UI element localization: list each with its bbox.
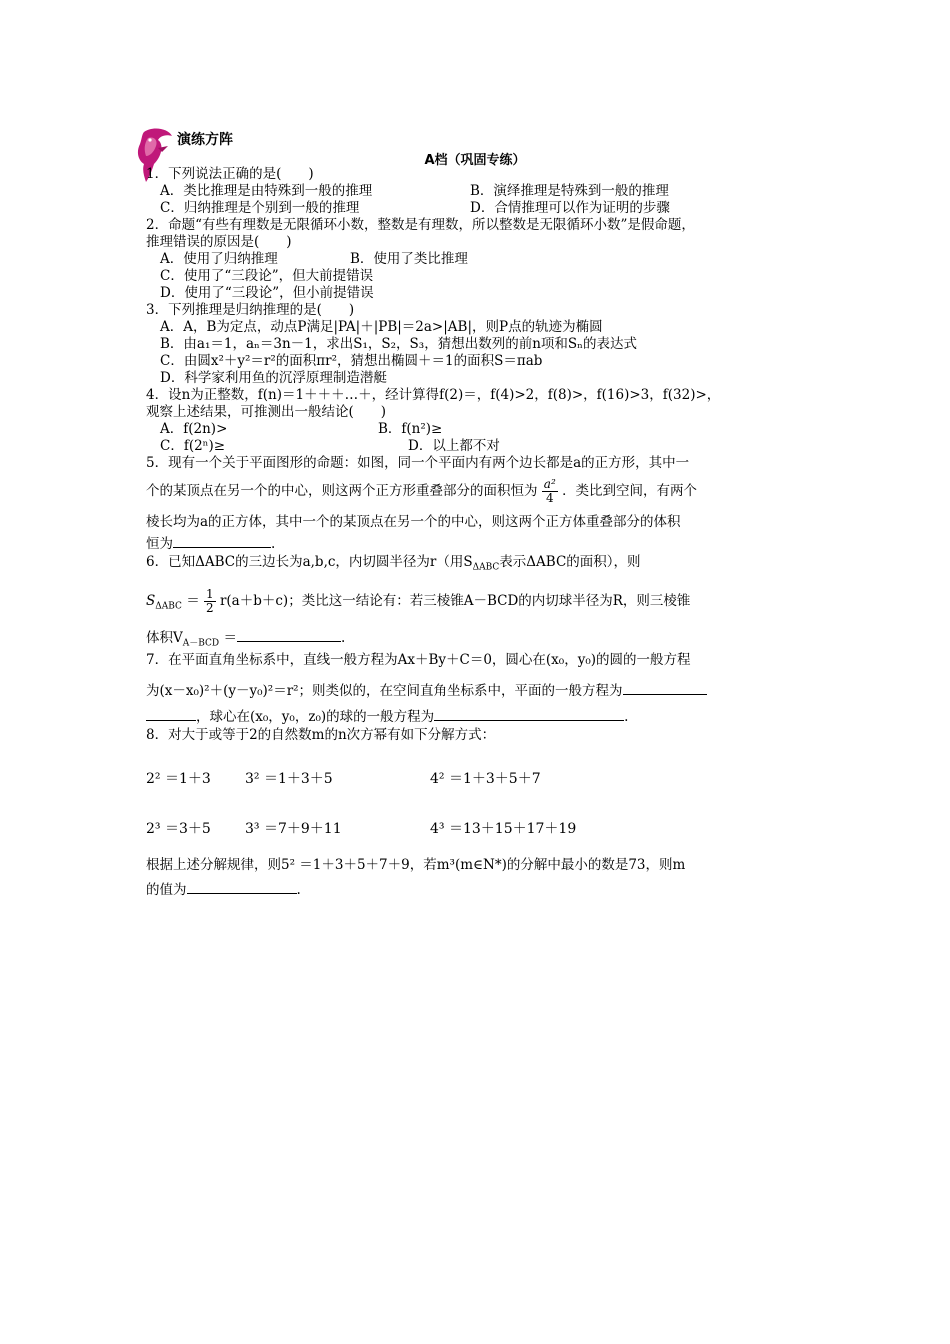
decomposition-equation: 4³ ＝13＋15＋17＋19 xyxy=(430,821,577,837)
question-1-option-row xyxy=(160,183,669,200)
question-6-line2 xyxy=(146,588,690,616)
question-5-text: 个的某顶点在另一个的中心，则这两个正方形重叠部分的面积恒为 xyxy=(146,483,538,499)
question-8-line1: 8．对大于或等于2的自然数m的n次方幂有如下分解方式： xyxy=(146,727,496,743)
question-2-option-b: B．使用了类比推理 xyxy=(350,251,468,267)
fraction-denominator: 4 xyxy=(545,491,554,505)
question-2-stem-line2: 推理错误的原因是( ) xyxy=(146,234,292,250)
question-8-line3 xyxy=(146,879,301,899)
question-3-option-b: B．由a₁＝1，aₙ＝3n－1，求出S₁，S₂，S₃，猜想出数列的前n项和Sₙ的表达式 xyxy=(160,336,637,352)
question-1-option-d: D．合情推理可以作为证明的步骤 xyxy=(470,200,670,216)
answer-blank[interactable] xyxy=(434,706,624,721)
question-5-line4 xyxy=(146,533,275,553)
period: . xyxy=(271,536,276,552)
question-4-option-row xyxy=(160,421,443,438)
equals-sign: ＝ xyxy=(186,593,200,609)
question-6-text: 体积V xyxy=(146,630,183,646)
question-2-option-d: D．使用了“三段论”，但小前提错误 xyxy=(160,285,374,301)
section-subtitle: A档（巩固专练） xyxy=(424,153,526,168)
subscript: ΔABC xyxy=(472,562,500,573)
answer-blank[interactable] xyxy=(187,879,297,894)
question-3-option-a: A．A，B为定点，动点P满足|PA|＋|PB|＝2a>|AB|，则P点的轨迹为椭圆 xyxy=(160,319,603,335)
question-6-line3 xyxy=(146,627,345,653)
decomposition-equation: 2³ ＝3＋5 xyxy=(146,821,211,837)
subscript: ΔABC xyxy=(155,601,182,612)
question-2-option-row xyxy=(160,251,468,268)
period: . xyxy=(340,630,346,646)
question-1-stem: 1．下列说法正确的是( ) xyxy=(146,166,314,182)
question-2-option-c: C．使用了“三段论”，但大前提错误 xyxy=(160,268,374,284)
question-6-line1 xyxy=(146,554,641,577)
question-7-line2 xyxy=(146,680,707,700)
question-2-option-a: A．使用了归纳推理 xyxy=(160,251,278,267)
question-3-option-c: C．由圆x²＋y²＝r²的面积πr²，猜想出椭圆＋＝1的面积S＝πab xyxy=(160,353,543,369)
question-1-option-a: A．类比推理是由特殊到一般的推理 xyxy=(160,183,373,199)
question-4-option-d: D．以上都不对 xyxy=(408,438,500,454)
fraction xyxy=(204,588,216,615)
question-8-text: 的值为 xyxy=(146,882,187,898)
question-4-option-a: A．f(2n)> xyxy=(160,421,228,437)
period: . xyxy=(296,882,301,898)
question-1-option-b: B．演绎推理是特殊到一般的推理 xyxy=(470,183,669,199)
question-2-stem-line1: 2．命题“有些有理数是无限循环小数，整数是有理数，所以整数是无限循环小数”是假命题， xyxy=(146,217,695,233)
question-3-option-d: D．科学家利用鱼的沉浮原理制造潜艇 xyxy=(160,370,387,386)
question-6-text: r(a＋b＋c)；类比这一结论有：若三棱锥A－BCD的内切球半径为R，则三棱锥 xyxy=(219,593,691,609)
question-4-option-c: C．f(2ⁿ)≥ xyxy=(160,438,226,454)
fraction-denominator: 2 xyxy=(206,601,214,615)
fraction-numerator: a² xyxy=(543,477,556,491)
question-3-stem: 3．下列推理是归纳推理的是( ) xyxy=(146,302,355,318)
question-4-stem-line1: 4．设n为正整数，f(n)＝1＋＋＋…＋，经计算得f(2)＝，f(4)>2，f(8)>，f(16)>3，f(32)>， xyxy=(146,387,721,403)
question-1-option-row xyxy=(160,200,670,217)
decomposition-equation: 3² ＝1＋3＋5 xyxy=(245,771,333,787)
decomposition-equation: 3³ ＝7＋9＋11 xyxy=(245,821,342,837)
answer-blank[interactable] xyxy=(237,627,341,642)
question-5-text: ．类比到空间，有两个 xyxy=(562,483,698,499)
fraction-numerator: 1 xyxy=(206,587,214,601)
equals-sign: ＝ xyxy=(223,630,237,646)
question-5-line3: 棱长均为a的正方体，其中一个的某顶点在另一个的中心，则这两个正方体重叠部分的体积 xyxy=(146,514,681,530)
question-5-text: 恒为 xyxy=(146,536,173,552)
area-symbol: S xyxy=(146,593,156,609)
question-6-text: 表示ΔABC的面积），则 xyxy=(499,554,641,570)
subscript: A－BCD xyxy=(182,638,220,649)
period: . xyxy=(624,709,629,725)
decomposition-equation: 2² ＝1＋3 xyxy=(146,771,211,787)
question-4-option-b: B．f(n²)≥ xyxy=(378,421,443,437)
section-title: 演练方阵 xyxy=(177,132,233,148)
question-8-line2: 根据上述分解规律，则5² ＝1＋3＋5＋7＋9，若m³(m∈N*)的分解中最小的数是73，则m xyxy=(146,857,686,873)
question-7-text: 为(x－x₀)²＋(y－y₀)²＝r²；则类似的，在空间直角坐标系中，平面的一般方程为 xyxy=(146,683,623,699)
fraction xyxy=(542,478,558,505)
answer-blank[interactable] xyxy=(146,706,196,721)
question-7-text: ，球心在(x₀，y₀，z₀)的球的一般方程为 xyxy=(196,709,435,725)
question-7-line3 xyxy=(146,706,628,726)
question-5-line2 xyxy=(146,478,697,505)
question-6-text: 6．已知ΔABC的三边长为a,b,c，内切圆半径为r（用S xyxy=(146,554,473,570)
answer-blank[interactable] xyxy=(623,680,707,695)
question-4-option-row xyxy=(160,438,500,455)
decomposition-equation: 4² ＝1＋3＋5＋7 xyxy=(430,771,541,787)
answer-blank[interactable] xyxy=(173,533,271,548)
question-1-option-c: C．归纳推理是个别到一般的推理 xyxy=(160,200,360,216)
question-5-line1: 5．现有一个关于平面图形的命题：如图，同一个平面内有两个边长都是a的正方形，其中一 xyxy=(146,455,690,471)
question-7-line1: 7．在平面直角坐标系中，直线一般方程为Ax＋By＋C＝0，圆心在(x₀，y₀)的圆的一般方程 xyxy=(146,652,691,668)
question-4-stem-line2: 观察上述结果，可推测出一般结论( ) xyxy=(146,404,387,420)
